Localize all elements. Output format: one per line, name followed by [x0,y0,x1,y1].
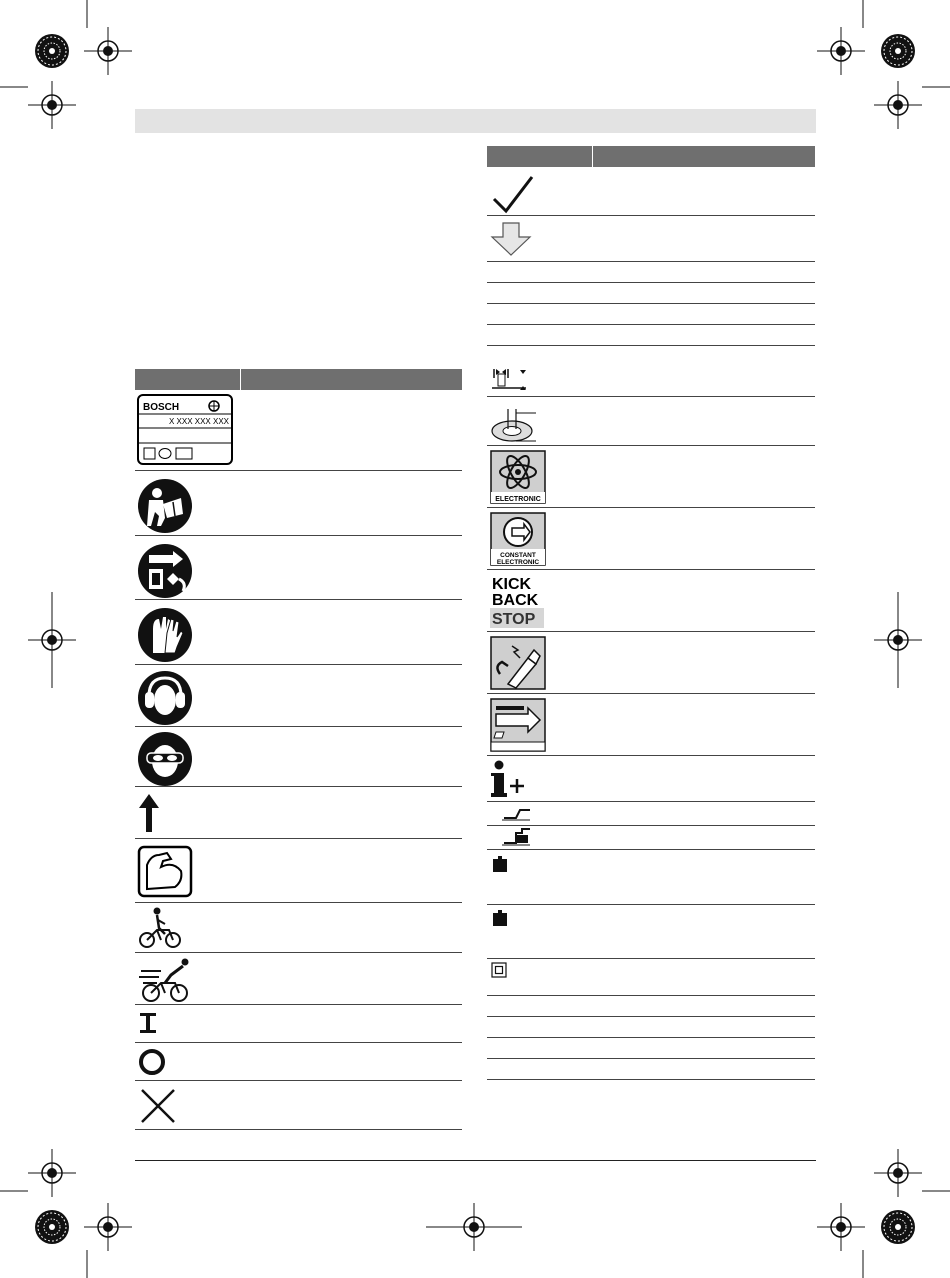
constant-label-1: CONSTANT [500,552,536,559]
kick-label: KICK [492,576,532,593]
nameplate-brand: BOSCH [143,402,180,413]
nameplate-number: X XXX XXX XXX [168,417,229,426]
registration-target [28,27,922,1251]
electronic-label: ELECTRONIC [495,496,541,503]
color-target [35,34,915,1244]
stop-label: STOP [492,611,536,628]
constant-label-2: ELECTRONIC [496,559,540,566]
back-label: BACK [492,592,539,609]
